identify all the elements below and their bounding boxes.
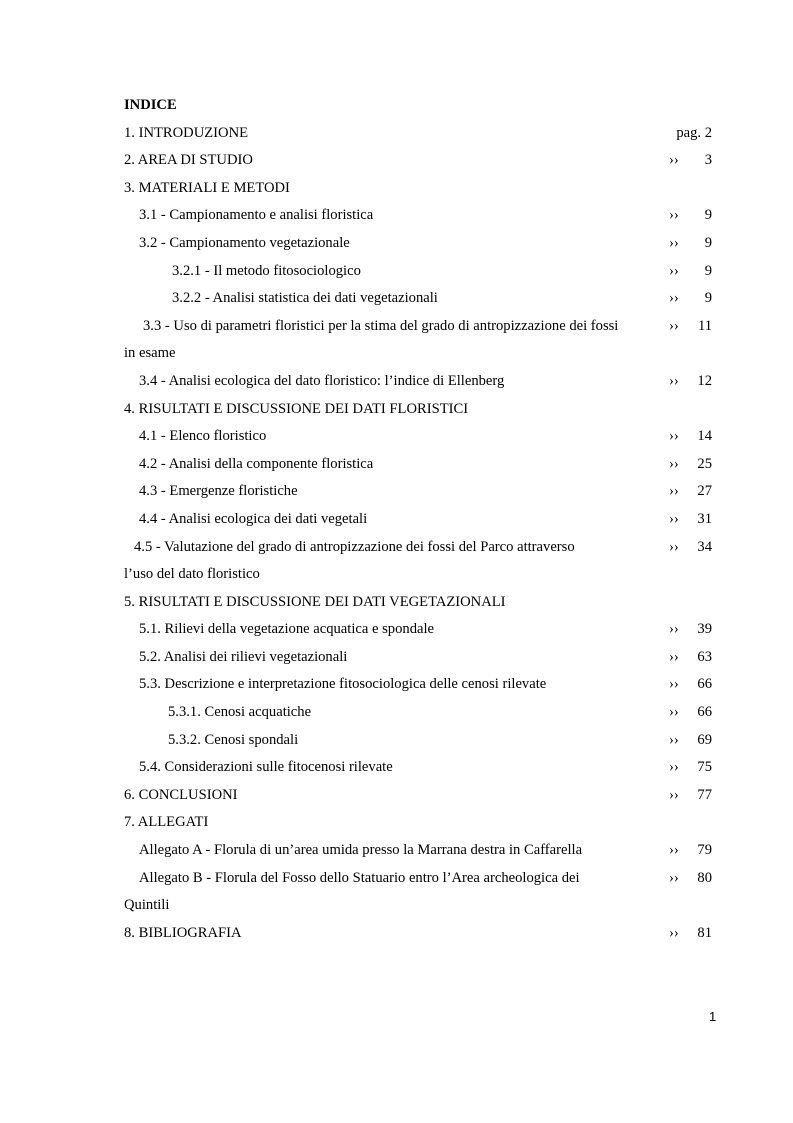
ditto-mark: ››: [669, 290, 679, 307]
toc-entry: 3.2.1 - Il metodo fitosociologico ›› 9: [124, 258, 714, 286]
ditto-mark: ››: [669, 759, 679, 776]
ditto-mark: ››: [669, 648, 679, 665]
toc-entry: 5.2. Analisi dei rilievi vegetazionali ›› 63: [124, 644, 714, 672]
toc-entry: 4.2 - Analisi della componente floristica ›› 25: [124, 451, 714, 479]
ditto-mark: ››: [669, 317, 679, 334]
footer-page-number: 1: [709, 1009, 717, 1024]
page-label: pag. 2: [676, 124, 712, 141]
toc-entry: 7. ALLEGATI: [124, 814, 209, 831]
toc-entry: 4.5 - Valutazione del grado di antropizzazione dei fossi del Parco attraverso ›› 34: [124, 534, 714, 562]
ditto-mark: ››: [669, 455, 679, 472]
toc-entry: 4.1 - Elenco floristico ›› 14: [124, 423, 714, 451]
toc-entry: 4.3 - Emergenze floristiche ›› 27: [124, 478, 714, 506]
ditto-mark: ››: [669, 704, 679, 721]
toc-entry: 5.3. Descrizione e interpretazione fitosociologica delle cenosi rilevate ›› 66: [124, 671, 714, 699]
toc-entry: Allegato B - Florula del Fosso dello Statuario entro l’Area archeologica dei ›› 80: [124, 865, 714, 893]
toc-entry-continuation: Quintili: [124, 897, 170, 914]
toc-entry: Allegato A - Florula di un’area umida presso la Marrana destra in Caffarella ›› 79: [124, 837, 714, 865]
ditto-mark: ››: [669, 676, 679, 693]
ditto-mark: ››: [669, 152, 679, 169]
toc-entry-continuation: in esame: [124, 345, 176, 362]
ditto-mark: ››: [669, 731, 679, 748]
toc-entry: 6. CONCLUSIONI ›› 77: [124, 782, 714, 810]
ditto-mark: ››: [669, 842, 679, 859]
toc-entry: 3.2 - Campionamento vegetazionale ›› 9: [124, 230, 714, 258]
toc-heading: [124, 92, 714, 120]
ditto-mark: ››: [669, 207, 679, 224]
ditto-mark: ››: [669, 924, 679, 941]
toc-entry: 3. MATERIALI E METODI: [124, 179, 290, 196]
ditto-mark: ››: [669, 869, 679, 886]
toc-entry: 5. RISULTATI E DISCUSSIONE DEI DATI VEGETAZIONALI: [124, 593, 506, 610]
ditto-mark: ››: [669, 372, 679, 389]
toc-entry: 1. INTRODUZIONE pag. 2: [124, 120, 714, 148]
ditto-mark: ››: [669, 510, 679, 527]
toc-entry: 5.4. Considerazioni sulle fitocenosi rilevate ›› 75: [124, 754, 714, 782]
table-of-contents: [124, 92, 714, 947]
toc-entry: 4. RISULTATI E DISCUSSIONE DEI DATI FLORISTICI: [124, 400, 469, 417]
page-title: INDICE: [124, 97, 177, 113]
toc-entry: 5.1. Rilievi della vegetazione acquatica e spondale ›› 39: [124, 616, 714, 644]
ditto-mark: ››: [669, 262, 679, 279]
ditto-mark: ››: [669, 786, 679, 803]
ditto-mark: ››: [669, 234, 679, 251]
ditto-mark: ››: [669, 621, 679, 638]
toc-entry: 3.2.2 - Analisi statistica dei dati vegetazionali ›› 9: [124, 285, 714, 313]
toc-entry: 3.4 - Analisi ecologica del dato floristico: l’indice di Ellenberg ›› 12: [124, 368, 714, 396]
toc-entry: 8. BIBLIOGRAFIA ›› 81: [124, 920, 714, 948]
ditto-mark: ››: [669, 538, 679, 555]
ditto-mark: ››: [669, 483, 679, 500]
toc-entry: 5.3.1. Cenosi acquatiche ›› 66: [124, 699, 714, 727]
toc-entry: 4.4 - Analisi ecologica dei dati vegetali ›› 31: [124, 506, 714, 534]
toc-entry: 3.1 - Campionamento e analisi floristica ›› 9: [124, 202, 714, 230]
toc-entry: 5.3.2. Cenosi spondali ›› 69: [124, 727, 714, 755]
ditto-mark: ››: [669, 428, 679, 445]
toc-entry: 2. AREA DI STUDIO ›› 3: [124, 147, 714, 175]
toc-entry-continuation: l’uso del dato floristico: [124, 566, 260, 583]
toc-entry: 3.3 - Uso di parametri floristici per la stima del grado di antropizzazione dei fossi ›› 11: [124, 313, 714, 341]
